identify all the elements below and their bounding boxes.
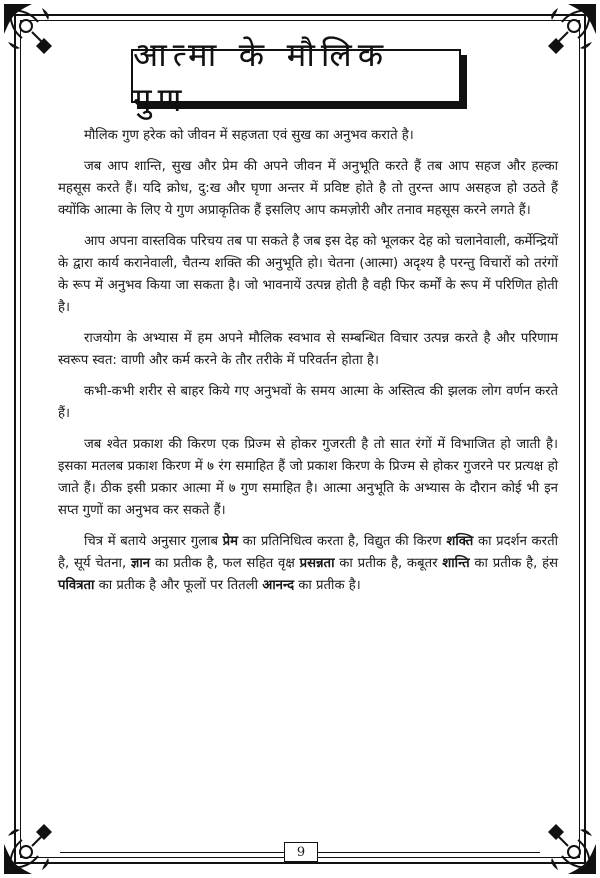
virtue-gyan: ज्ञान [130,556,151,571]
paragraph-text: का प्रतीक है, कबूतर [334,556,443,571]
paragraph [58,156,558,222]
virtue-prem: प्रेम [222,534,239,549]
paragraph-text: जब आप शान्ति, सुख और प्रेम की अपने जीवन में अनुभूति करते हैं तब आप सहज और हल्का महसूस करते हैं। यदि क्रोध, दु:ख और घृणा अन्तर में प्रविष्ट होते है तो तुरन्त आप असहज हो उठते हैं क्योंकि आत्मा के लिए ये गुण अप्राकृतिक हैं इसलिए आप कमज़ोरी और तनाव महसूस करने लगते हैं। [58,159,558,218]
body-text [58,125,558,606]
paragraph [58,381,558,425]
paragraph [58,531,558,597]
paragraph-text: कभी-कभी शरीर से बाहर किये गए अनुभवों के समय आत्मा के अस्तित्व की झलक लोग वर्णन करते हैं। [58,384,558,421]
virtue-anand: आनन्द [262,578,295,593]
virtue-pavitrata: पवित्रता [58,578,95,593]
paragraph-text: चित्र में बताये अनुसार गुलाब [84,534,223,549]
paragraph-text: आप अपना वास्तविक परिचय तब पा सकते है जब इस देह को भूलकर देह को चलानेवाली, कर्मेन्द्रियों के द्वारा कार्य करानेवाली, चैतन्य शक्ति की अनुभूति हो। चेतना (आत्मा) अदृश्य है परन्तु विचारों को तरंगों के रूप में अनुभव किया जा सकता है। जो भावनायें उत्पन्न होती है वही फिर कर्मों के रूप में परिणित होती है। [58,234,558,315]
paragraph-text: का प्रतीक है, फल सहित वृक्ष [150,556,300,571]
page-number [284,842,318,862]
paragraph-text: का प्रतीक है। [294,578,361,593]
page-title: आत्मा के मौलिक गुण [133,35,390,119]
virtue-shakti: शक्ति [446,534,474,549]
title-box [131,35,461,119]
paragraph [58,328,558,372]
paragraph [58,231,558,319]
paragraph-text: का प्रतीक है, हंस [469,556,558,571]
paragraph-text: का प्रदर्शन करती है, सूर्य चेतना, [58,534,558,571]
paragraph-text: मौलिक गुण हरेक को जीवन में सहजता एवं सुख का अनुभव कराते है। [84,128,414,143]
virtue-shanti: शान्ति [442,556,470,571]
paragraph [58,125,558,147]
page-number-text: 9 [296,844,306,860]
paragraph-text: का प्रतिनिधित्व करता है, विद्युत की किरण [238,534,447,549]
corner-ornament-icon [2,2,64,64]
paragraph-text: का प्रतीक है और फूलों पर तितली [94,578,263,593]
virtue-prasannata: प्रसन्नता [299,556,335,571]
paragraph-text: जब श्वेत प्रकाश की किरण एक प्रिज्म से होकर गुजरती है तो सात रंगों में विभाजित हो जाती है। इसका मतलब प्रकाश किरण में ७ रंग समाहित हैं जो प्रकाश किरण के प्रिज्म से होकर गुजरने पर प्रत्यक्ष हो जाते हैं। ठीक इसी प्रकार आत्मा में ७ गुण समाहित है। आत्मा अनुभूति के अभ्यास के दौरान कोई भी इन सप्त गुणों का अनुभव कर सकते हैं। [58,437,558,518]
corner-ornament-icon [2,814,64,876]
corner-ornament-icon [536,2,598,64]
paragraph-text: राजयोग के अभ्यास में हम अपने मौलिक स्वभाव से सम्बन्धित विचार उत्पन्न करते है और परिणाम स्वरूप स्वत: वाणी और कर्म करने के तौर तरीके में परिवर्तन होता है। [58,331,558,368]
paragraph [58,434,558,522]
corner-ornament-icon [536,814,598,876]
